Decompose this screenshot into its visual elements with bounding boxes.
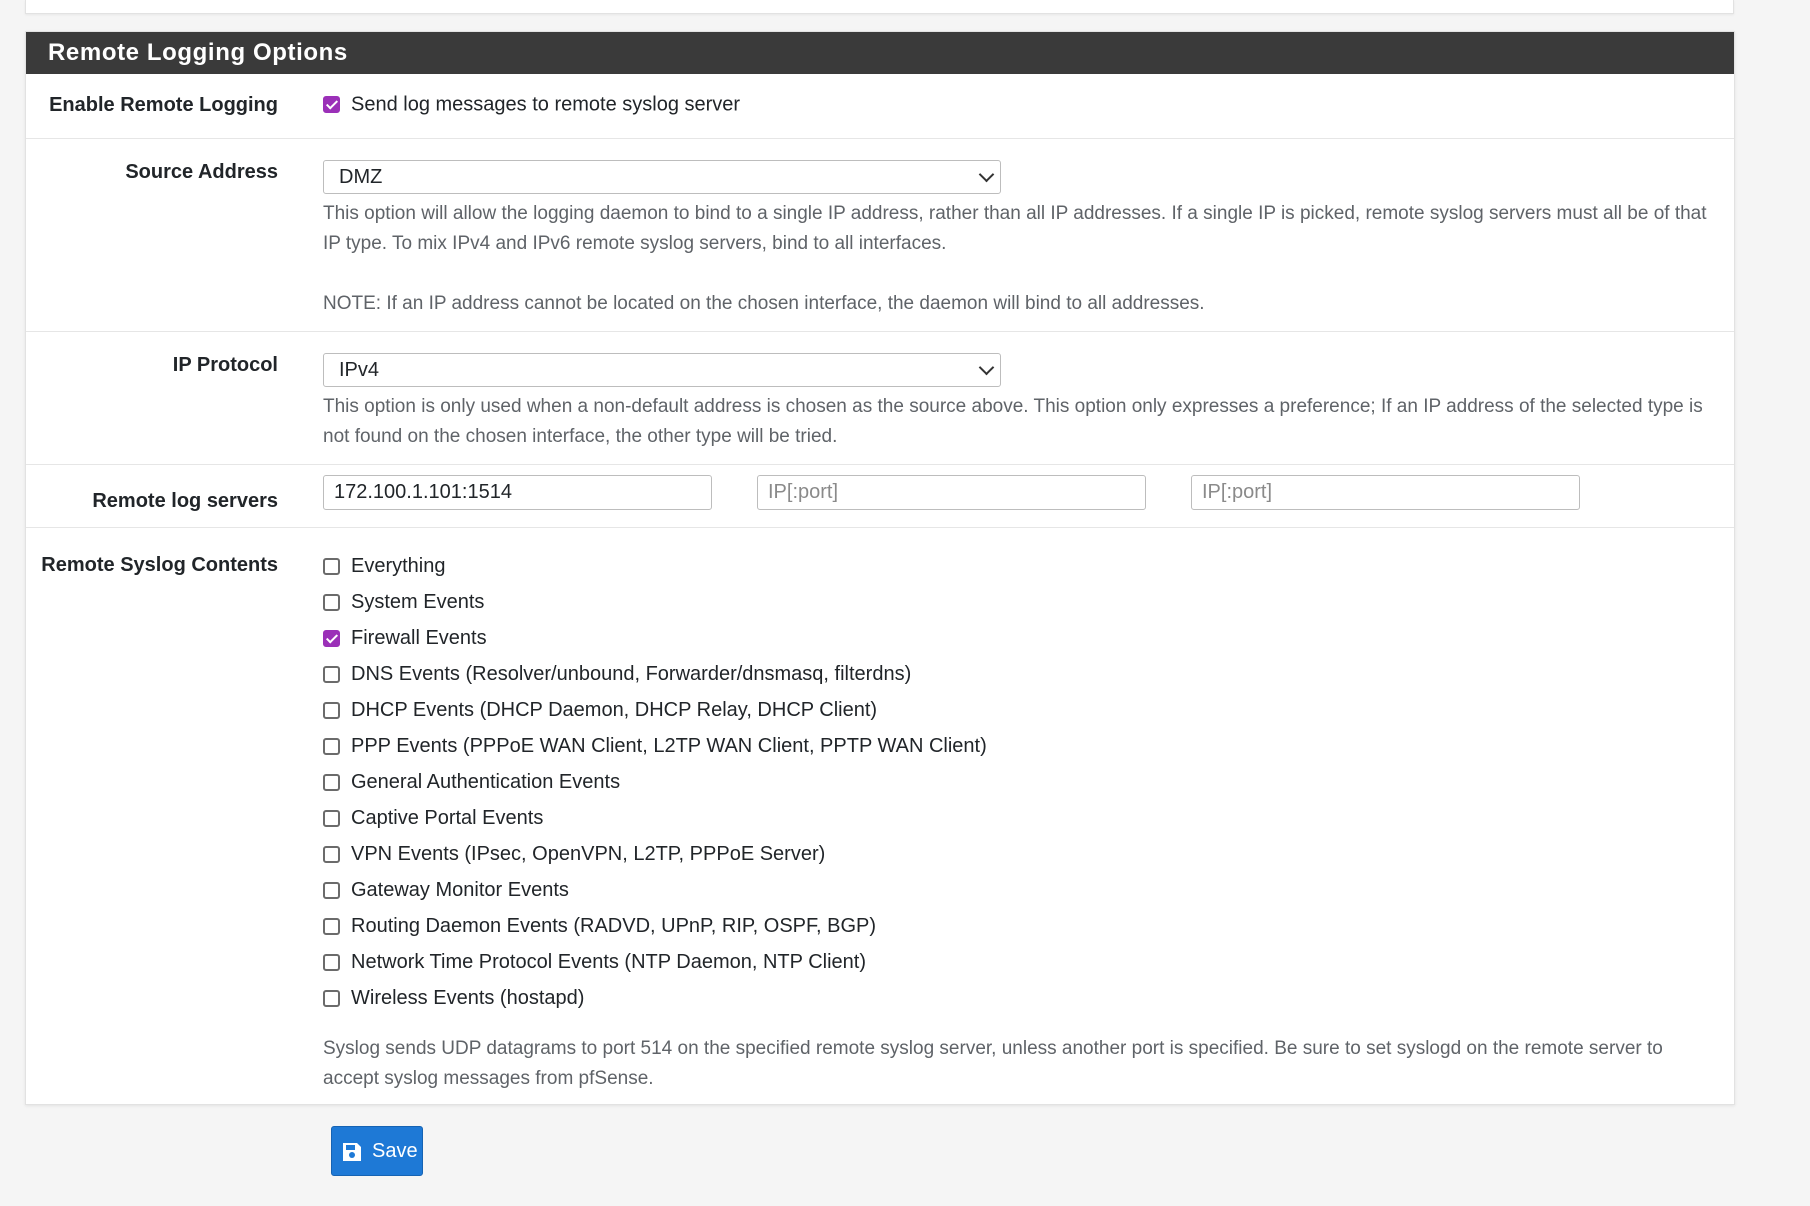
option-label: Routing Daemon Events (RADVD, UPnP, RIP, OSPF, BGP) (351, 915, 877, 937)
source-address-help: This option will allow the logging daemon to bind to a single IP address, rather than all IP addresses. If a single IP is picked, remote syslog servers must all be of that IP type. To mix IPv4 and IPv6 remote syslog servers, bind to all interfaces. (323, 203, 1707, 254)
source-address-row (26, 139, 1734, 332)
enable-remote-logging-checkbox-label: Send log messages to remote syslog server (351, 93, 741, 115)
remote-log-servers-label: Remote log servers (92, 490, 278, 512)
checkbox[interactable] (323, 810, 340, 827)
previous-panel-edge (25, 0, 1734, 14)
checkbox[interactable] (323, 990, 340, 1007)
syslog-contents-list (323, 528, 1712, 1016)
enable-remote-logging-option[interactable] (323, 93, 741, 115)
option-label: DNS Events (Resolver/unbound, Forwarder/dnsmasq, filterdns) (351, 663, 912, 685)
option-label: VPN Events (IPsec, OpenVPN, L2TP, PPPoE Server) (351, 843, 826, 865)
chevron-down-icon (979, 360, 995, 376)
option-label: Gateway Monitor Events (351, 879, 569, 901)
syslog-option-firewall-events[interactable] (323, 620, 1712, 656)
checkbox[interactable] (323, 954, 340, 971)
syslog-option-auth-events[interactable] (323, 764, 1712, 800)
save-button[interactable] (331, 1126, 423, 1176)
syslog-option-everything[interactable] (323, 548, 1712, 584)
option-label: System Events (351, 591, 485, 613)
source-address-selected-value: DMZ (339, 166, 383, 188)
syslog-option-gateway-monitor-events[interactable] (323, 872, 1712, 908)
option-label: Captive Portal Events (351, 807, 544, 829)
remote-server-1-input[interactable]: 172.100.1.101:1514 (323, 475, 712, 510)
panel-title: Remote Logging Options (26, 32, 1734, 74)
ip-protocol-help: This option is only used when a non-default address is chosen as the source above. This option only expresses a preference; If an IP address of the selected type is not found on the chosen interface, the other type will be tried. (323, 396, 1703, 447)
remote-logging-panel (25, 31, 1735, 1105)
save-button-label: Save (372, 1140, 418, 1162)
checkbox[interactable] (323, 558, 340, 575)
remote-server-2-input[interactable]: IP[:port] (757, 475, 1146, 510)
option-label: Everything (351, 555, 446, 577)
checkbox[interactable] (323, 702, 340, 719)
syslog-contents-help: Syslog sends UDP datagrams to port 514 on the specified remote syslog server, unless another port is specified. Be sure to set syslogd on the remote server to accept syslog messages from pfSense. (323, 1038, 1663, 1089)
syslog-option-ntp-events[interactable] (323, 944, 1712, 980)
checkbox[interactable] (323, 774, 340, 791)
syslog-option-dns-events[interactable] (323, 656, 1712, 692)
option-label: Firewall Events (351, 627, 487, 649)
syslog-option-dhcp-events[interactable] (323, 692, 1712, 728)
enable-remote-logging-label: Enable Remote Logging (49, 94, 278, 116)
checkbox[interactable] (323, 846, 340, 863)
source-address-note: NOTE: If an IP address cannot be located on the chosen interface, the daemon will bind to all addresses. (323, 293, 1205, 314)
source-address-label: Source Address (125, 161, 278, 183)
save-icon (340, 1140, 364, 1164)
syslog-option-routing-daemon-events[interactable] (323, 908, 1712, 944)
option-label: Network Time Protocol Events (NTP Daemon, NTP Client) (351, 951, 866, 973)
remote-server-3-input[interactable]: IP[:port] (1191, 475, 1580, 510)
ip-protocol-selected-value: IPv4 (339, 359, 380, 381)
syslog-option-system-events[interactable] (323, 584, 1712, 620)
enable-remote-logging-checkbox[interactable] (323, 96, 340, 113)
option-label: PPP Events (PPPoE WAN Client, L2TP WAN Client, PPTP WAN Client) (351, 735, 987, 757)
checkbox[interactable] (323, 918, 340, 935)
syslog-option-vpn-events[interactable] (323, 836, 1712, 872)
ip-protocol-row (26, 332, 1734, 465)
source-address-select[interactable] (323, 160, 1001, 194)
remote-log-servers-row (26, 465, 1734, 528)
option-label: Wireless Events (hostapd) (351, 987, 585, 1009)
remote-syslog-contents-label: Remote Syslog Contents (41, 554, 278, 576)
checkbox[interactable] (323, 630, 340, 647)
option-label: General Authentication Events (351, 771, 621, 793)
chevron-down-icon (979, 167, 995, 183)
option-label: DHCP Events (DHCP Daemon, DHCP Relay, DHCP Client) (351, 699, 878, 721)
checkbox[interactable] (323, 882, 340, 899)
ip-protocol-label: IP Protocol (172, 354, 278, 376)
checkbox[interactable] (323, 738, 340, 755)
checkbox[interactable] (323, 666, 340, 683)
syslog-option-wireless-events[interactable] (323, 980, 1712, 1016)
enable-remote-logging-row (26, 74, 1734, 139)
remote-syslog-contents-row (26, 528, 1734, 1104)
syslog-option-captive-portal-events[interactable] (323, 800, 1712, 836)
syslog-option-ppp-events[interactable] (323, 728, 1712, 764)
checkbox[interactable] (323, 594, 340, 611)
ip-protocol-select[interactable] (323, 353, 1001, 387)
